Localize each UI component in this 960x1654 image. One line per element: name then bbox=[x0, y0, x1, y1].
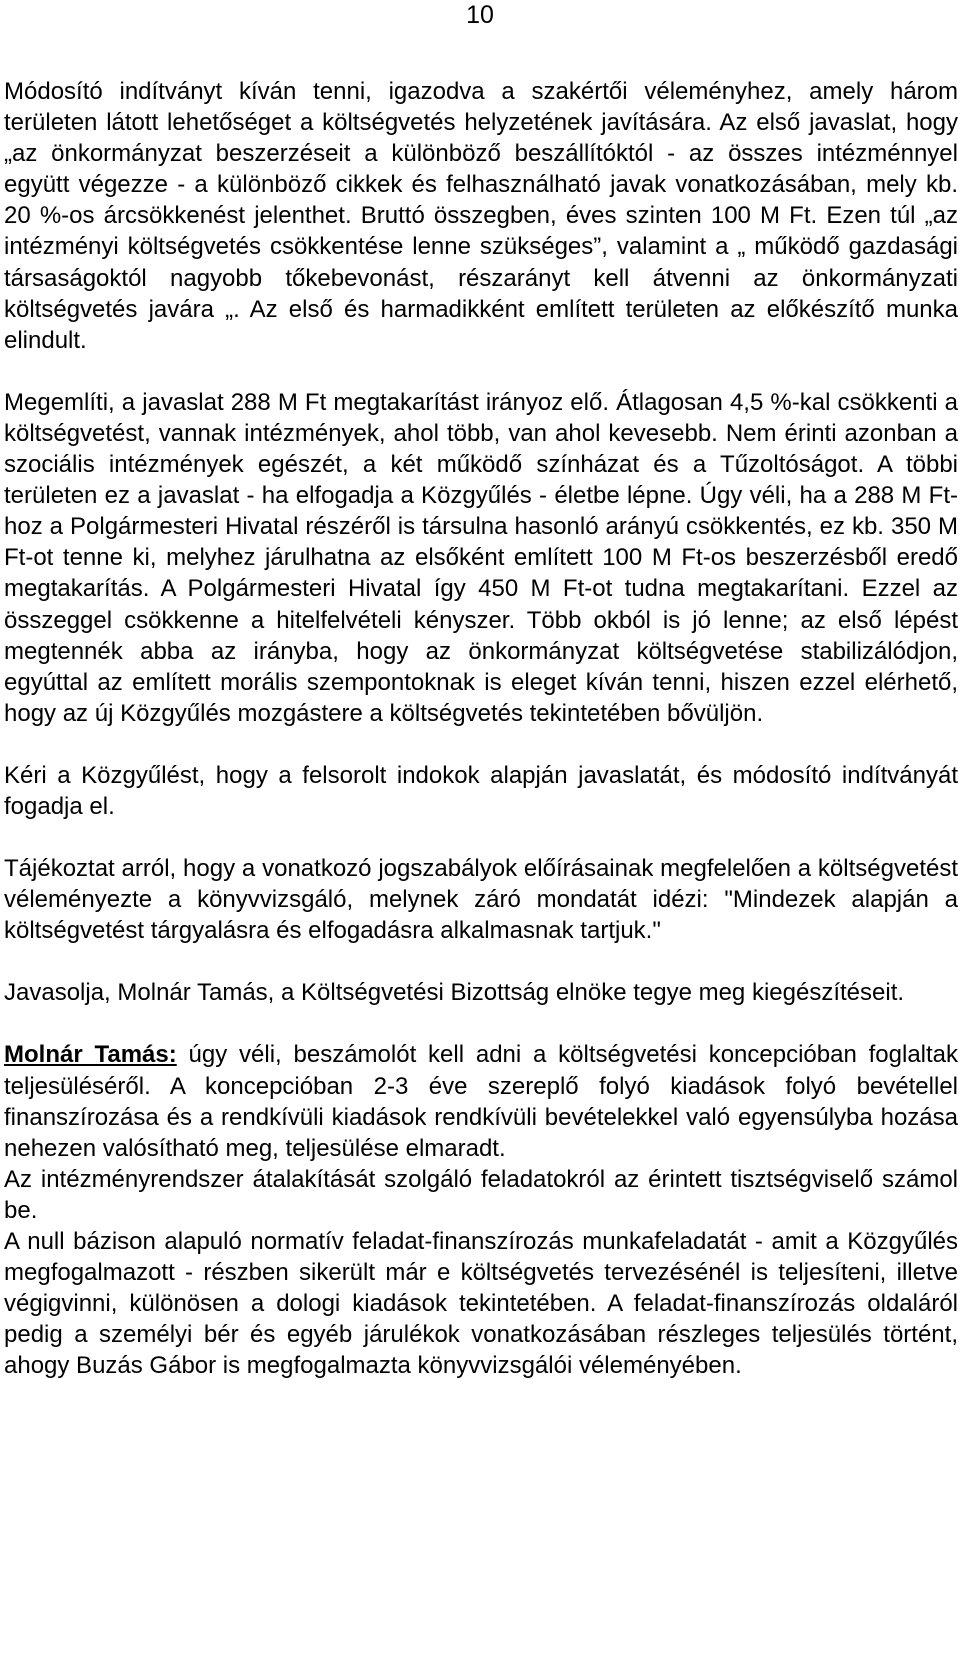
paragraph-spacer bbox=[4, 356, 958, 387]
speaker-text: úgy véli, beszámolót kell adni a költségvetési koncepcióban foglaltak teljesüléséről. A koncepcióban 2-3 éve szereplő folyó kiadások folyó bevétellel finanszírozása és a rendkívüli kiadások rendkívüli bevételekkel való egyensúlyba hozása nehezen valósítható meg, teljesülése elmaradt. bbox=[4, 1041, 959, 1162]
paragraph-spacer bbox=[4, 822, 958, 853]
paragraph-savings: Megemlíti, a javaslat 288 M Ft megtakarítást irányoz elő. Átlagosan 4,5 %-kal csökkenti a költségvetést, vannak intézmények, ahol több, van ahol kevesebb. Nem érinti azonban a szociális intézmények egészét, a két működő színházat és a Tűzoltóságot. A többi területen ez a javaslat - ha elfogadja a Közgyűlés - életbe lépne. Úgy véli, ha a 288 M Ft-hoz a Polgármesteri Hivatal részéről is társulna hasonló arányú csökkentés, ez kb. 350 M Ft-ot tenne ki, melyhez járulhatna az elsőként említett 100 M Ft-os beszerzésből eredő megtakarítás. A Polgármesteri Hivatal így 450 M Ft-ot tudna megtakarítani. Ezzel az összeggel csökkenne a hitelfelvételi kényszer. Több okból is jó lenne; az első lépést megtennék abba az irányba, hogy az önkormányzat költségvetése stabilizálódjon, egyúttal az említett morális szempontoknak is eleget kíván tenni, hiszen ezzel elérhető, hogy az új Közgyűlés mozgástere a költségvetés tekintetében bővüljön. bbox=[4, 388, 958, 727]
paragraph-motion: Módosító indítványt kíván tenni, igazodva a szakértői véleményhez, amely három területen látott lehetőséget a költségvetés helyzetének javítására. Az első javaslat, hogy „az önkormányzat beszerzéseit a különböző beszállítóktól - az összes intézménnyel együtt végezze - a különböző cikkek és felhasználható javak vonatkozásában, mely kb. 20 %-os árcsökkenést jelenthet. Bruttó összegben, éves szinten 100 M Ft. Ezen túl „az intézményi költségvetés csökkentése lenne szükséges”, valamint a „ működő gazdasági társaságoktól nagyobb tőkebevonást, részarányt kell átvenni az önkormányzati költségvetés javára „. Az első és harmadikként említett területen az előkészítő munka elindult. bbox=[4, 78, 958, 354]
paragraph-request: Kéri a Közgyűlést, hogy a felsorolt indokok alapján javaslatát, és módosító indítványát fogadja el. bbox=[4, 761, 958, 820]
page-number: 10 bbox=[466, 1, 494, 29]
document-body bbox=[4, 76, 958, 1381]
speaker-paragraph-2: Az intézményrendszer átalakítását szolgáló feladatokról az érintett tisztségviselő számol be. bbox=[4, 1165, 958, 1224]
paragraph-proposal: Javasolja, Molnár Tamás, a Költségvetési Bizottság elnöke tegye meg kiegészítéseit. bbox=[4, 979, 905, 1007]
speaker-name: Molnár Tamás: bbox=[4, 1041, 177, 1069]
speaker-paragraph bbox=[4, 1039, 958, 1163]
paragraph-auditor: Tájékoztat arról, hogy a vonatkozó jogszabályok előírásainak megfelelően a költségvetést véleményezte a könyvvizsgáló, melynek záró mondatát idézi: "Mindezek alapján a költségvetést tárgyalásra és elfogadásra alkalmasnak tartjuk." bbox=[4, 855, 958, 945]
speaker-paragraph-3: A null bázison alapuló normatív feladat-finanszírozás munkafeladatát - amit a Közgyűlés megfogalmazott - részben sikerült már e költségvetés tervezésénél is teljesíteni, illetve végigvinni, különösen a dologi kiadások tekintetében. A feladat-finanszírozás oldaláról pedig a személyi bér és egyéb járulékok vonatkozásában részleges teljesülés történt, ahogy Buzás Gábor is megfogalmazta könyvvizsgálói véleményében. bbox=[4, 1228, 958, 1380]
paragraph-spacer bbox=[4, 946, 958, 977]
paragraph-spacer bbox=[4, 729, 958, 760]
paragraph-spacer bbox=[4, 1008, 958, 1039]
